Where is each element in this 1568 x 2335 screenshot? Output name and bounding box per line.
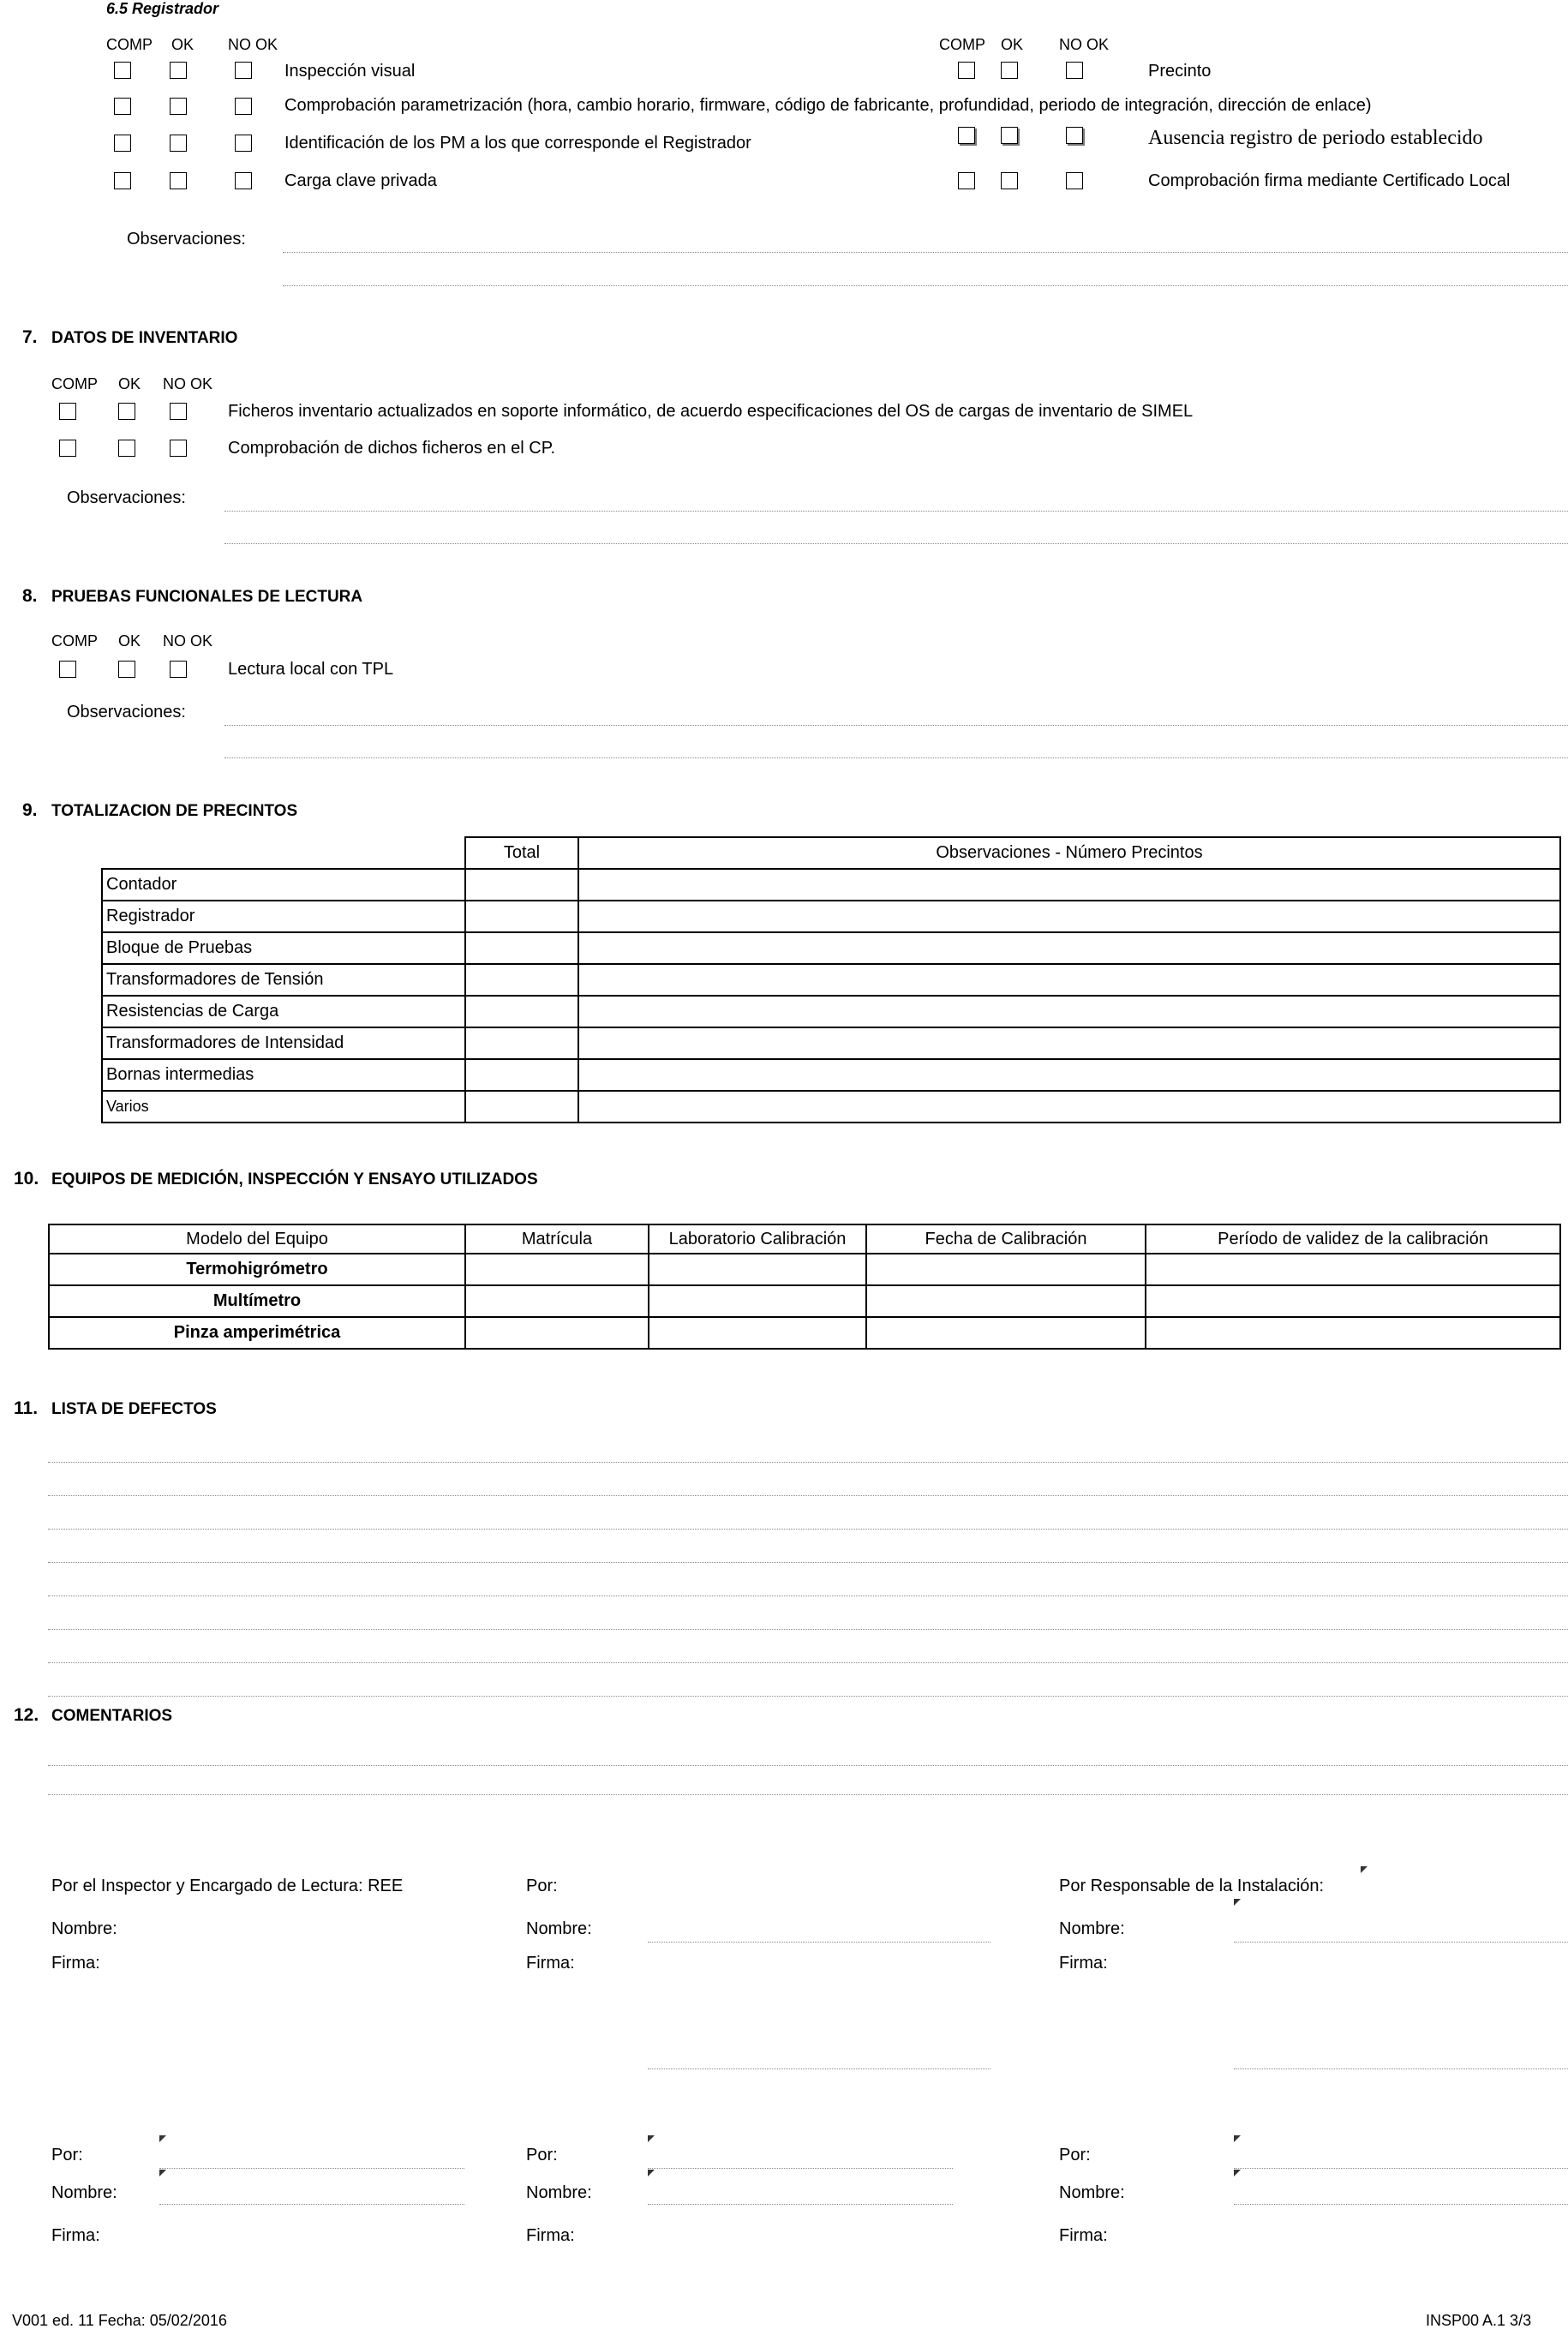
field-marker-icon — [1361, 1866, 1368, 1873]
equipment-name: Pinza amperimétrica — [49, 1317, 465, 1349]
ok-checkbox[interactable] — [170, 62, 187, 79]
table-row — [49, 1254, 1560, 1285]
table-cell[interactable] — [649, 1317, 866, 1349]
table-row — [102, 932, 1560, 964]
ok-checkbox[interactable] — [118, 440, 135, 457]
item-label: Ausencia registro de periodo establecido — [1148, 127, 1483, 149]
row-label: Contador — [102, 869, 465, 901]
section-8-title: PRUEBAS FUNCIONALES DE LECTURA — [51, 588, 363, 606]
total-cell[interactable] — [465, 932, 578, 964]
row-label: Transformadores de Intensidad — [102, 1027, 465, 1059]
footer-version: V001 ed. 11 Fecha: 05/02/2016 — [12, 2312, 227, 2329]
comment-line[interactable] — [48, 1765, 1568, 1766]
nombre-label: Nombre: — [1059, 1919, 1125, 1938]
column-header: Fecha de Calibración — [866, 1224, 1146, 1254]
ok-checkbox[interactable] — [118, 403, 135, 420]
nook-checkbox[interactable] — [1066, 127, 1083, 144]
table-cell[interactable] — [1146, 1254, 1560, 1285]
table-cell[interactable] — [866, 1254, 1146, 1285]
table-cell[interactable] — [649, 1285, 866, 1317]
nombre-field[interactable] — [1234, 1942, 1568, 1943]
row-label: Resistencias de Carga — [102, 996, 465, 1027]
item-label: Comprobación parametrización (hora, cambio horario, firmware, código de fabricante, profundidad, periodo de integración, dirección de enlace) — [284, 96, 1372, 115]
row-label: Registrador — [102, 901, 465, 932]
comp-checkbox[interactable] — [114, 62, 131, 79]
comp-checkbox[interactable] — [958, 172, 975, 189]
col-comp-label: COMP — [51, 375, 98, 392]
item-label: Ficheros inventario actualizados en soporte informático, de acuerdo especificaciones del OS de cargas de inventario de SIMEL — [228, 402, 1194, 421]
comp-checkbox[interactable] — [114, 135, 131, 152]
total-header: Total — [465, 837, 578, 869]
item-label: Identificación de los PM a los que corresponde el Registrador — [284, 134, 751, 153]
observations-line[interactable] — [224, 543, 1568, 544]
comp-checkbox[interactable] — [59, 403, 76, 420]
nook-checkbox[interactable] — [235, 172, 252, 189]
section-7-title: DATOS DE INVENTARIO — [51, 329, 238, 347]
table-cell[interactable] — [866, 1285, 1146, 1317]
col-ok-label: OK — [118, 632, 141, 650]
defect-line[interactable] — [48, 1495, 1568, 1496]
col-comp-label: COMP — [51, 632, 98, 650]
observations-line[interactable] — [224, 511, 1568, 512]
item-label: Comprobación firma mediante Certificado Local — [1148, 171, 1511, 190]
column-header: Período de validez de la calibración — [1146, 1224, 1560, 1254]
observations-cell[interactable] — [578, 932, 1560, 964]
total-cell[interactable] — [465, 964, 578, 996]
table-cell[interactable] — [1146, 1317, 1560, 1349]
ok-checkbox[interactable] — [170, 98, 187, 115]
nook-checkbox[interactable] — [170, 440, 187, 457]
responsable-label: Por Responsable de la Instalación: — [1059, 1877, 1325, 1895]
col-comp-label: COMP — [939, 36, 985, 53]
observations-header: Observaciones - Número Precintos — [578, 837, 1560, 869]
seals-table — [101, 836, 1561, 1123]
ok-checkbox[interactable] — [1001, 62, 1018, 79]
col-comp-label: COMP — [106, 36, 153, 53]
footer-page: INSP00 A.1 3/3 — [1426, 2312, 1532, 2329]
por-label: Por: — [526, 2146, 558, 2164]
total-cell[interactable] — [465, 1091, 578, 1123]
table-cell[interactable] — [465, 1317, 649, 1349]
comp-checkbox[interactable] — [59, 440, 76, 457]
section-12-title: COMENTARIOS — [51, 1707, 173, 1725]
equipment-table — [48, 1224, 1561, 1350]
table-row — [49, 1285, 1560, 1317]
item-label: Carga clave privada — [284, 171, 437, 190]
observations-cell[interactable] — [578, 901, 1560, 932]
field-marker-icon — [1234, 2170, 1241, 2176]
ok-checkbox[interactable] — [1001, 127, 1018, 144]
section-number: 8. — [22, 586, 38, 606]
table-row — [102, 964, 1560, 996]
firma-label: Firma: — [1059, 1954, 1108, 1973]
col-ok-label: OK — [118, 375, 141, 392]
table-row — [102, 1027, 1560, 1059]
comp-checkbox[interactable] — [59, 661, 76, 678]
comment-line[interactable] — [48, 1794, 1568, 1795]
section-6-5-title: 6.5 Registrador — [106, 0, 219, 17]
col-ok-label: OK — [171, 36, 195, 53]
observations-line[interactable] — [224, 757, 1568, 758]
section-number: 9. — [22, 800, 38, 820]
table-row — [102, 901, 1560, 932]
firma-label: Firma: — [1059, 2226, 1108, 2245]
por-label: Por: — [1059, 2146, 1091, 2164]
table-row — [102, 1059, 1560, 1091]
total-cell[interactable] — [465, 1059, 578, 1091]
table-row — [102, 869, 1560, 901]
col-nook-label: NO OK — [163, 632, 213, 650]
comp-checkbox[interactable] — [958, 62, 975, 79]
comp-checkbox[interactable] — [114, 172, 131, 189]
row-label: Bornas intermedias — [102, 1059, 465, 1091]
item-label: Comprobación de dichos ficheros en el CP. — [228, 439, 556, 458]
total-cell[interactable] — [465, 996, 578, 1027]
por-label: Por: — [526, 1877, 558, 1895]
equipment-name: Multímetro — [49, 1285, 465, 1317]
field-marker-icon — [1234, 2135, 1241, 2142]
table-cell[interactable] — [465, 1254, 649, 1285]
observations-label: Observaciones: — [127, 230, 246, 248]
nombre-field[interactable] — [159, 2204, 464, 2205]
nombre-label: Nombre: — [526, 2183, 592, 2202]
col-ok-label: OK — [1001, 36, 1024, 53]
nombre-label: Nombre: — [526, 1919, 592, 1938]
observations-line[interactable] — [283, 285, 1568, 286]
field-marker-icon — [159, 2135, 166, 2142]
section-10-title: EQUIPOS DE MEDICIÓN, INSPECCIÓN Y ENSAYO UTILIZADOS — [51, 1170, 538, 1188]
nook-checkbox[interactable] — [1066, 172, 1083, 189]
row-label: Bloque de Pruebas — [102, 932, 465, 964]
row-label: Transformadores de Tensión — [102, 964, 465, 996]
nook-checkbox[interactable] — [235, 98, 252, 115]
field-marker-icon — [159, 2170, 166, 2176]
nook-checkbox[interactable] — [235, 62, 252, 79]
observations-label: Observaciones: — [67, 703, 186, 721]
firma-label: Firma: — [526, 1954, 575, 1973]
table-header-row — [49, 1224, 1560, 1254]
table-row — [102, 1091, 1560, 1123]
observations-cell[interactable] — [578, 1091, 1560, 1123]
firma-label: Firma: — [51, 2226, 100, 2245]
total-cell[interactable] — [465, 869, 578, 901]
item-label: Precinto — [1148, 62, 1212, 81]
total-cell[interactable] — [465, 1027, 578, 1059]
table-cell[interactable] — [465, 1285, 649, 1317]
table-cell[interactable] — [866, 1317, 1146, 1349]
ok-checkbox[interactable] — [170, 135, 187, 152]
nook-checkbox[interactable] — [1066, 62, 1083, 79]
column-header: Modelo del Equipo — [49, 1224, 465, 1254]
nombre-label: Nombre: — [51, 2183, 117, 2202]
observations-cell[interactable] — [578, 869, 1560, 901]
nombre-label: Nombre: — [51, 1919, 117, 1938]
ok-checkbox[interactable] — [170, 172, 187, 189]
nook-checkbox[interactable] — [235, 135, 252, 152]
section-9-title: TOTALIZACION DE PRECINTOS — [51, 802, 298, 820]
nombre-field[interactable] — [648, 2204, 953, 2205]
observations-cell[interactable] — [578, 996, 1560, 1027]
firma-label: Firma: — [526, 2226, 575, 2245]
row-label: Varios — [102, 1091, 465, 1123]
section-number: 12. — [14, 1705, 39, 1725]
defect-line[interactable] — [48, 1462, 1568, 1463]
ok-checkbox[interactable] — [1001, 172, 1018, 189]
ok-checkbox[interactable] — [118, 661, 135, 678]
comp-checkbox[interactable] — [114, 98, 131, 115]
observations-cell[interactable] — [578, 1059, 1560, 1091]
por-label: Por: — [51, 2146, 83, 2164]
defect-line[interactable] — [48, 1696, 1568, 1697]
por-field[interactable] — [159, 2168, 464, 2169]
item-label: Lectura local con TPL — [228, 660, 394, 679]
observations-label: Observaciones: — [67, 488, 186, 507]
nombre-field[interactable] — [648, 1942, 990, 1943]
col-nook-label: NO OK — [1059, 36, 1110, 53]
column-header: Matrícula — [465, 1224, 649, 1254]
table-row — [49, 1317, 1560, 1349]
observations-cell[interactable] — [578, 964, 1560, 996]
firma-label: Firma: — [51, 1954, 100, 1973]
section-number: 11. — [14, 1398, 39, 1418]
field-marker-icon — [648, 2170, 655, 2176]
comp-checkbox[interactable] — [958, 127, 975, 144]
observations-line[interactable] — [283, 252, 1568, 253]
table-header-row — [102, 837, 1560, 869]
nook-checkbox[interactable] — [170, 403, 187, 420]
item-label: Inspección visual — [284, 62, 416, 81]
por-field[interactable] — [1234, 2168, 1568, 2169]
section-number: 10. — [14, 1169, 39, 1188]
nombre-label: Nombre: — [1059, 2183, 1125, 2202]
defect-line[interactable] — [48, 1529, 1568, 1530]
field-marker-icon — [648, 2135, 655, 2142]
section-11-title: LISTA DE DEFECTOS — [51, 1400, 217, 1418]
observations-cell[interactable] — [578, 1027, 1560, 1059]
defect-line[interactable] — [48, 1662, 1568, 1663]
equipment-name: Termohigrómetro — [49, 1254, 465, 1285]
col-nook-label: NO OK — [163, 375, 213, 392]
inspector-label: Por el Inspector y Encargado de Lectura: REE — [51, 1877, 404, 1895]
table-cell[interactable] — [1146, 1285, 1560, 1317]
nook-checkbox[interactable] — [170, 661, 187, 678]
observations-line[interactable] — [224, 725, 1568, 726]
field-marker-icon — [1234, 1899, 1241, 1906]
nombre-field[interactable] — [1234, 2204, 1568, 2205]
por-field[interactable] — [648, 2168, 953, 2169]
defect-line[interactable] — [48, 1562, 1568, 1563]
defect-line[interactable] — [48, 1629, 1568, 1630]
total-cell[interactable] — [465, 901, 578, 932]
col-nook-label: NO OK — [228, 36, 278, 53]
table-cell[interactable] — [649, 1254, 866, 1285]
section-number: 7. — [22, 327, 38, 347]
table-row — [102, 996, 1560, 1027]
column-header: Laboratorio Calibración — [649, 1224, 866, 1254]
